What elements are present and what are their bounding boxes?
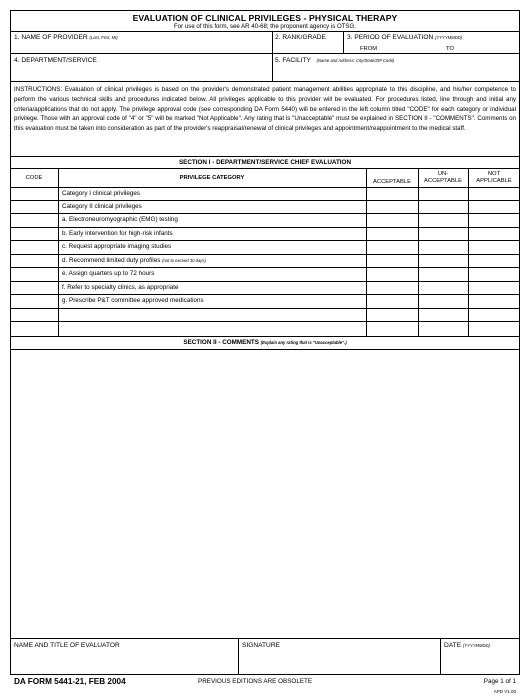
department-service-field[interactable]: 4. DEPARTMENT/SERVICE — [14, 57, 97, 64]
rule-row — [10, 213, 520, 214]
rule-row — [10, 267, 520, 268]
rule-row — [10, 321, 520, 322]
col-unacceptable-header — [418, 171, 468, 185]
facility-hint: (Name and Address: City/State/ZIP Code) — [316, 58, 395, 63]
rule-col-code — [58, 168, 59, 336]
form-number: DA FORM 5441-21, FEB 2004 — [14, 677, 126, 686]
rule-col-signature — [238, 638, 239, 675]
facility-label: 5. FACILITY — [275, 57, 311, 64]
instructions-text: INSTRUCTIONS: Evaluation of clinical privileges is based on the provider's demonstrated patient management abilities appropriate to this discipline, and his/her competence to perform the various technical skills and procedures indicated below. All privileges applicable to this provider will be evaluated. For procedures listed, line through and initial any criteria/applications that do not apply. The privilege approval code (see corresponding DA Form 5440) will be entered in the left column titled "CODE" for each category or individual privilege. Those with an approval code of "4" or "5" will be marked "Not Applicable". Any rating that is "Unacceptable" must be explained in SECTION II - "COMMENTS". Comments on this evaluation must be taken into consideration as part of the provider's reappraisal/renewal of clinical privileges and appointment/reappointment to the medical staff. — [14, 86, 516, 133]
facility-field[interactable] — [275, 57, 394, 64]
privilege-quarters: e. Assign quarters up to 72 hours — [62, 270, 155, 277]
rule-col-date — [440, 638, 441, 675]
evaluation-period-label: 3. PERIOD OF EVALUATION — [347, 34, 434, 41]
col-category-header: PRIVILEGE CATEGORY — [179, 175, 245, 181]
col-unacceptable-line2: ACCEPTABLE — [424, 178, 462, 184]
rule-row — [10, 227, 520, 228]
rule-col-na — [468, 168, 469, 336]
rule-col-acceptable — [366, 168, 367, 336]
privilege-profiles-text: d. Recommend limited duty profiles — [62, 257, 161, 264]
rule-row — [10, 200, 520, 201]
col-na-line2: APPLICABLE — [476, 178, 512, 184]
privilege-emg: a. Electroneuromyographic (EMG) testing — [62, 216, 178, 223]
period-to-label: TO — [446, 46, 454, 52]
col-acceptable-header: ACCEPTABLE — [373, 179, 411, 185]
rule-row — [10, 281, 520, 282]
privilege-imaging: c. Request appropriate imaging studies — [62, 243, 172, 250]
date-hint: (YYYYMMDD) — [462, 643, 490, 648]
privilege-prescribe: g. Prescribe P&T committee approved medications — [62, 297, 204, 304]
section2-title-wrap — [10, 339, 520, 346]
provider-name-hint: (Last, First, MI) — [89, 35, 118, 40]
provider-name-field[interactable] — [14, 34, 118, 41]
rule-row — [10, 240, 520, 241]
date-field[interactable] — [444, 642, 490, 649]
rule-colhead-top — [10, 168, 520, 169]
rule-row — [10, 254, 520, 255]
rule-table-head-bottom — [10, 187, 520, 188]
rule-col-period — [343, 31, 344, 53]
rule-section1-top — [10, 156, 520, 157]
privilege-cat-1: Category I clinical privileges — [62, 190, 141, 197]
privilege-refer: f. Refer to specialty clinics, as appropriate — [62, 284, 179, 291]
form-subtitle: For use of this form, see AR 40-68; the proponent agency is OTSG. — [174, 23, 356, 30]
rule-signature-top — [10, 638, 520, 639]
col-na-line1: NOT — [487, 171, 501, 177]
comments-area[interactable] — [11, 350, 519, 638]
privilege-infants: b. Early intervention for high-risk infants — [62, 230, 173, 237]
col-na-header — [468, 171, 520, 185]
evaluator-name-field[interactable]: NAME AND TITLE OF EVALUATOR — [14, 642, 120, 649]
col-code-header: CODE — [25, 175, 43, 181]
rule-col-unacceptable — [418, 168, 419, 336]
rule-row — [10, 308, 520, 309]
section2-title: SECTION II - COMMENTS — [183, 339, 259, 346]
version-label: APD V1.00 — [493, 689, 516, 694]
rule-col-rank — [272, 31, 273, 81]
obsolete-notice: PREVIOUS EDITIONS ARE OBSOLETE — [198, 678, 313, 685]
rule-row — [10, 294, 520, 295]
page-number: Page 1 of 1 — [483, 678, 516, 685]
rule-row-2 — [10, 53, 520, 54]
signature-field[interactable]: SIGNATURE — [242, 642, 280, 649]
form-title: EVALUATION OF CLINICAL PRIVILEGES - PHYSICAL THERAPY — [132, 13, 398, 23]
rule-row-3 — [10, 81, 520, 82]
rule-section2-top — [10, 336, 520, 337]
date-label: DATE — [444, 642, 462, 649]
period-from-label: FROM — [360, 46, 378, 52]
evaluation-period-hint: (YYYYMMDD) — [435, 35, 463, 40]
section2-hint: (Explain any rating that is "Unacceptable".) — [260, 340, 347, 345]
col-unacceptable-line1: UN- — [437, 171, 449, 177]
evaluation-period-field[interactable] — [347, 34, 462, 41]
section1-title: SECTION I - DEPARTMENT/SERVICE CHIEF EVALUATION — [178, 159, 351, 166]
provider-name-label: 1. NAME OF PROVIDER — [14, 34, 88, 41]
privilege-profiles — [62, 257, 206, 264]
privilege-profiles-note: (not to exceed 30 days) — [162, 258, 206, 263]
rank-grade-field[interactable]: 2. RANK/GRADE — [275, 34, 326, 41]
privilege-cat-2: Category II clinical privileges — [62, 203, 142, 210]
rule-header-top — [10, 31, 520, 32]
